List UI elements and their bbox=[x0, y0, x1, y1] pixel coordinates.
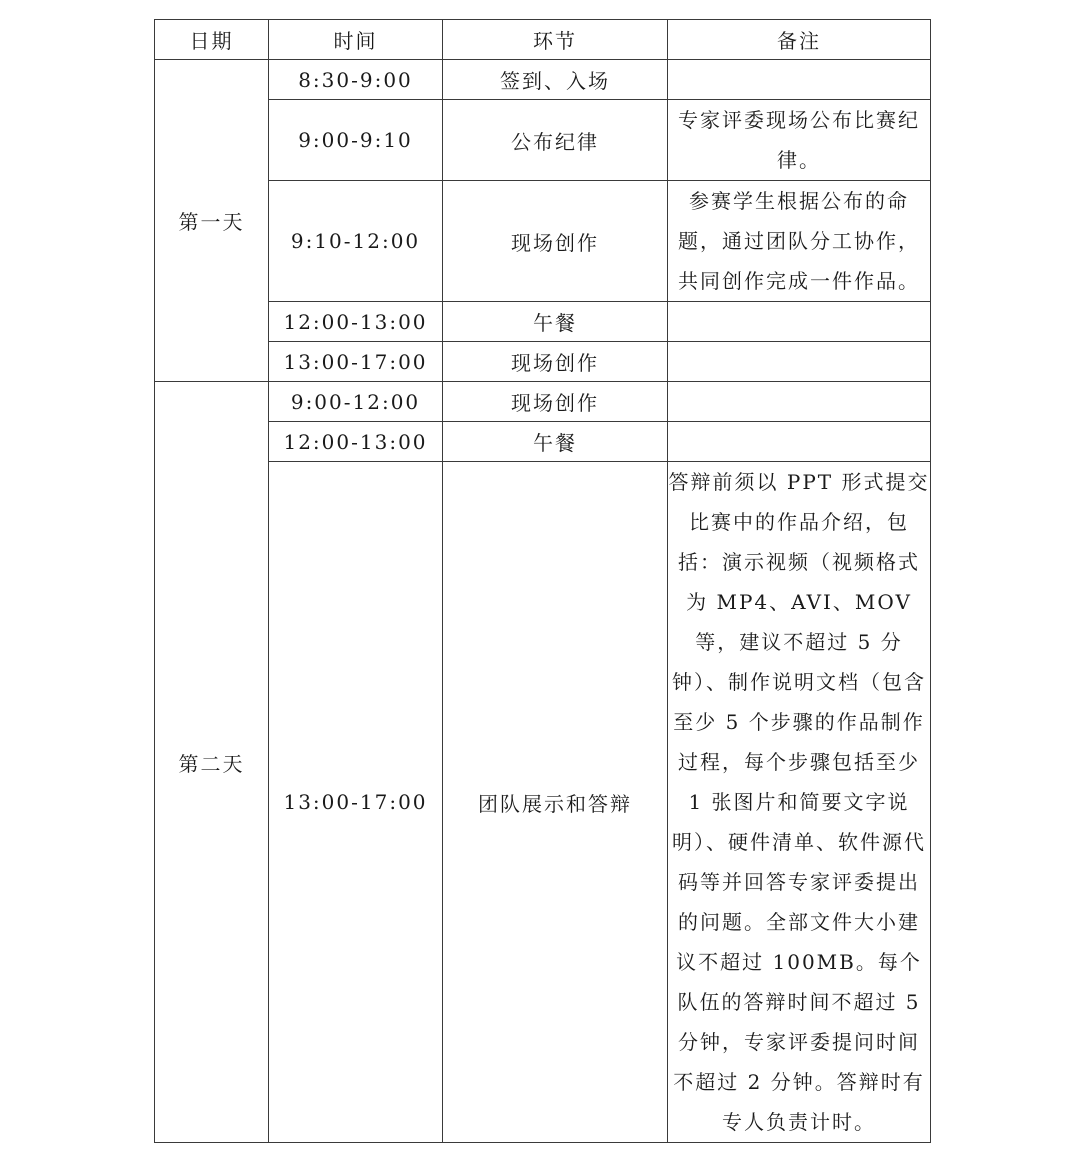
segment-cell: 现场创作 bbox=[443, 342, 668, 382]
segment-cell: 午餐 bbox=[443, 302, 668, 342]
table-row bbox=[155, 462, 931, 1143]
table-header-row bbox=[155, 20, 931, 60]
segment-cell: 签到、入场 bbox=[443, 60, 668, 100]
table-row bbox=[155, 342, 931, 382]
table-row bbox=[155, 422, 931, 462]
header-time: 时间 bbox=[269, 20, 443, 60]
header-segment: 环节 bbox=[443, 20, 668, 60]
note-cell bbox=[668, 382, 931, 422]
time-cell: 12:00-13:00 bbox=[269, 422, 443, 462]
segment-cell: 团队展示和答辩 bbox=[443, 462, 668, 1143]
segment-cell: 午餐 bbox=[443, 422, 668, 462]
note-cell bbox=[668, 342, 931, 382]
day-label: 第二天 bbox=[155, 382, 269, 1143]
table-row bbox=[155, 181, 931, 302]
note-cell: 参赛学生根据公布的命题，通过团队分工协作，共同创作完成一件作品。 bbox=[668, 181, 931, 302]
note-cell bbox=[668, 422, 931, 462]
table-row bbox=[155, 100, 931, 181]
schedule-table bbox=[154, 19, 931, 1143]
segment-cell: 公布纪律 bbox=[443, 100, 668, 181]
time-cell: 9:00-9:10 bbox=[269, 100, 443, 181]
table-row bbox=[155, 60, 931, 100]
time-cell: 12:00-13:00 bbox=[269, 302, 443, 342]
time-cell: 9:10-12:00 bbox=[269, 181, 443, 302]
time-cell: 9:00-12:00 bbox=[269, 382, 443, 422]
cropped-heading-fragment bbox=[240, 0, 540, 6]
time-cell: 13:00-17:00 bbox=[269, 342, 443, 382]
note-cell: 专家评委现场公布比赛纪律。 bbox=[668, 100, 931, 181]
segment-cell: 现场创作 bbox=[443, 382, 668, 422]
day-label: 第一天 bbox=[155, 60, 269, 382]
note-cell: 答辩前须以 PPT 形式提交比赛中的作品介绍，包括：演示视频（视频格式为 MP4、AVI、MOV 等，建议不超过 5 分钟）、制作说明文档（包含至少 5 个步骤的作品制作过程，每个步骤包括至少 1 张图片和简要文字说明）、硬件清单、软件源代码等并回答专家评委提出的问题。全部文件大小建议不超过 100MB。每个队伍的答辩时间不超过 5 分钟，专家评委提问时间不超过 2 分钟。答辩时有专人负责计时。 bbox=[668, 462, 931, 1143]
header-date: 日期 bbox=[155, 20, 269, 60]
time-cell: 13:00-17:00 bbox=[269, 462, 443, 1143]
header-note: 备注 bbox=[668, 20, 931, 60]
time-cell: 8:30-9:00 bbox=[269, 60, 443, 100]
note-cell bbox=[668, 60, 931, 100]
segment-cell: 现场创作 bbox=[443, 181, 668, 302]
note-cell bbox=[668, 302, 931, 342]
table-row bbox=[155, 302, 931, 342]
table-row bbox=[155, 382, 931, 422]
